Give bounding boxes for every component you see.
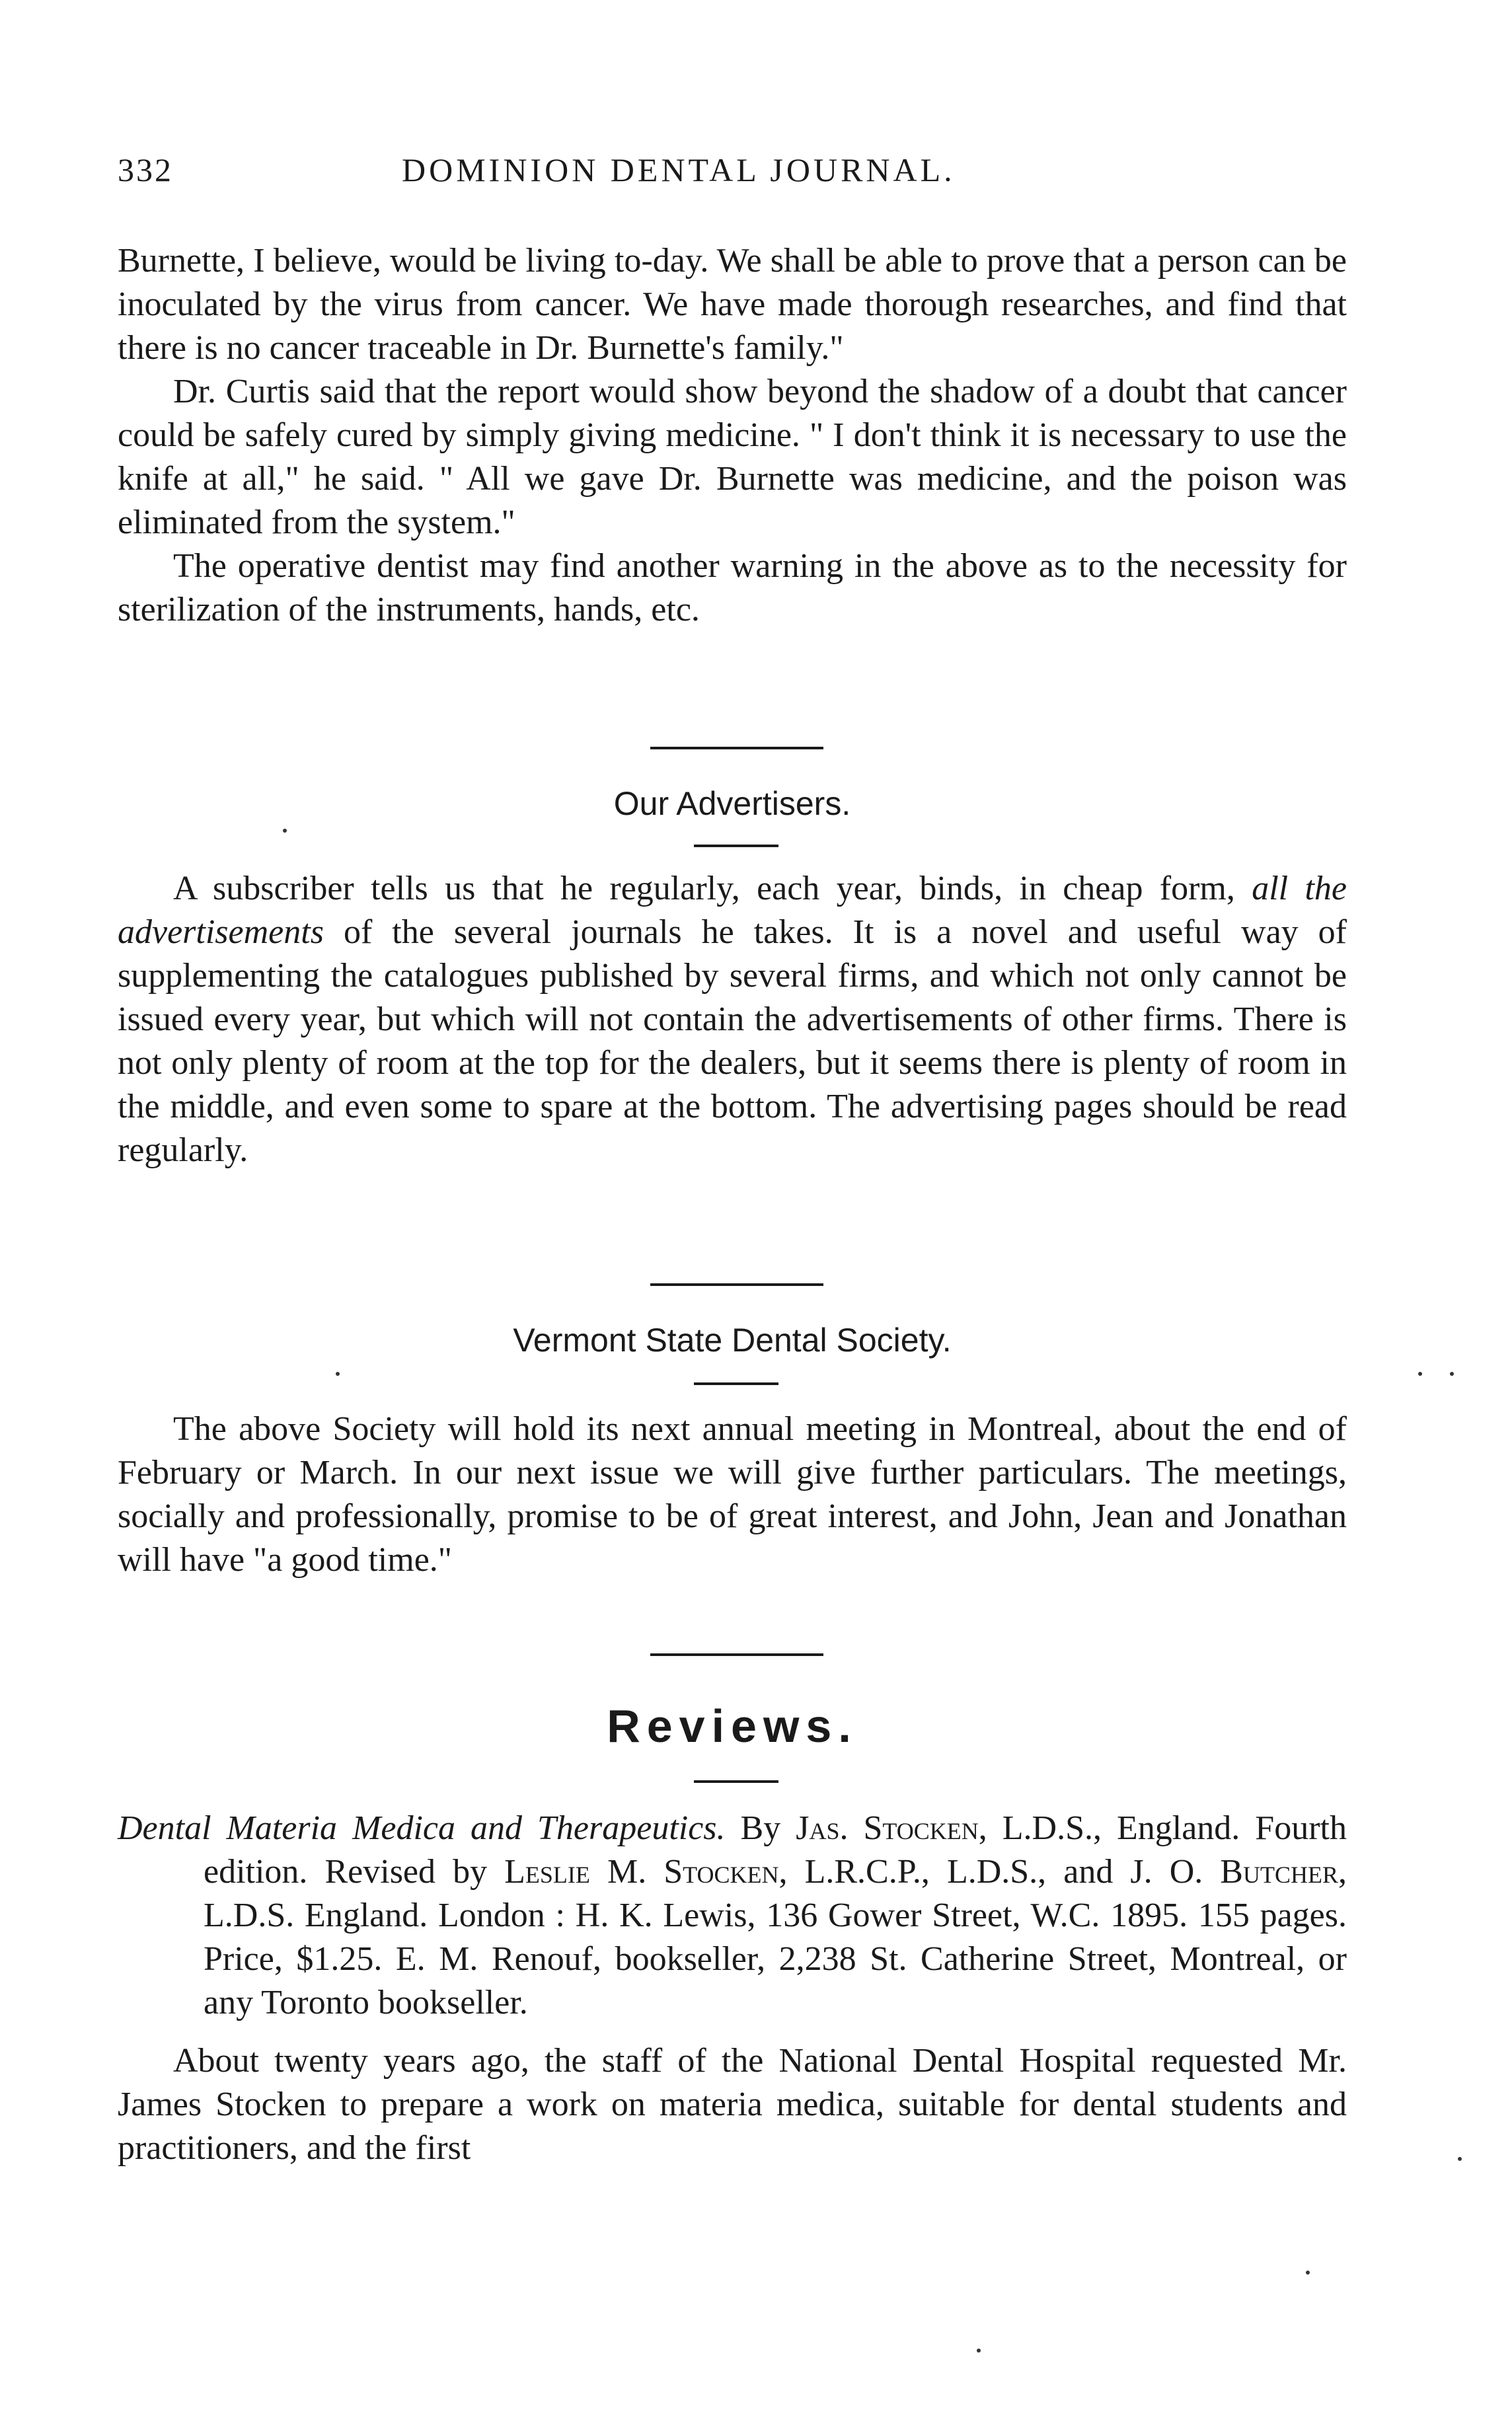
journal-title: DOMINION DENTAL JOURNAL. (402, 151, 956, 188)
advertisers-text-start: A subscriber tells us that he regularly, each year, binds, in cheap form, (173, 870, 1252, 907)
print-speck (977, 2349, 981, 2353)
book-reference (118, 1807, 1347, 2025)
reviews-section (118, 1807, 1347, 2170)
advertisers-text-italic: all the advertisements (118, 870, 1347, 951)
opening-text (118, 239, 1347, 632)
section-divider (650, 1653, 823, 1656)
page-number: 332 (118, 151, 173, 188)
advertisers-paragraph (118, 867, 1347, 1172)
advertisers-text-end: of the several journals he takes. It is a novel and useful way of supplementing the catalogues published by several firms, and which not only cannot be issued every year, but which will not contain the advertisements of other firms. There is not only plenty of room at the top for the dealers, but it seems there is plenty of room in the middle, and even some to spare at the bottom. The advertising pages should be read regularly. (118, 913, 1347, 1169)
opening-paragraph-3: The operative dentist may find another warning in the above as to the necessity for sterilization of the instruments, hands, etc. (118, 547, 1347, 628)
coauthor-name: J. O. Butcher (1130, 1853, 1338, 1891)
section-divider (650, 1283, 823, 1286)
opening-paragraph-2: Dr. Curtis said that the report would show beyond the shadow of a doubt that cancer could be safely cured by simply giving medicine. " I don't think it is necessary to use the knife at all," he said. " All we gave Dr. Burnette was medicine, and the poison was eliminated from the system." (118, 373, 1347, 541)
heading-underline (694, 845, 778, 847)
print-speck (283, 829, 287, 833)
print-speck (1458, 2157, 1462, 2161)
opening-paragraph-1: Burnette, I believe, would be living to-day. We shall be able to prove that a person can be inoculated by the virus from cancer. We have made thorough researches, and find that there is no cancer traceable in Dr. Burnette's family." (118, 242, 1347, 367)
section-divider (650, 747, 823, 749)
ref-by: By (725, 1809, 796, 1847)
ref-text: , L.R.C.P., L.D.S., and (778, 1853, 1131, 1891)
vermont-section (118, 1408, 1347, 1582)
print-speck (1450, 1372, 1454, 1376)
reviews-heading: Reviews. (607, 1700, 858, 1752)
print-speck (1418, 1372, 1422, 1376)
author-name: Jas. Stocken (796, 1809, 979, 1847)
ref-text: , L.D.S. England. London : H. K. Lewis, 136 Gower Street, W.C. 1895. 155 pages. Price, $1.25. E. M. Renouf, bookseller, 2,238 St. Catherine Street, Montreal, or any Toronto bookseller. (204, 1853, 1347, 2021)
running-head (118, 151, 1347, 197)
ref-text: , L.D.S., England. Fourth edition. Revised by (204, 1809, 1347, 1891)
review-paragraph: About twenty years ago, the staff of the National Dental Hospital requested Mr. James Stocken to prepare a work on materia medica, suitable for dental students and practitioners, and the first (118, 2042, 1347, 2167)
vermont-heading: Vermont State Dental Society. (513, 1322, 952, 1359)
book-title: Dental Materia Medica and Therapeutics. (118, 1809, 726, 1847)
advertisers-section (118, 867, 1347, 1172)
advertisers-heading: Our Advertisers. (613, 785, 851, 822)
heading-underline (694, 1382, 778, 1385)
reviser-name: Leslie M. Stocken (504, 1853, 779, 1891)
heading-underline (694, 1780, 778, 1783)
print-speck (1306, 2271, 1310, 2275)
print-speck (336, 1372, 340, 1376)
vermont-paragraph: The above Society will hold its next annual meeting in Montreal, about the end of February or March. In our next issue we will give further particulars. The meetings, socially and professionally, promise to be of great interest, and John, Jean and Jonathan will have "a good time." (118, 1410, 1347, 1579)
